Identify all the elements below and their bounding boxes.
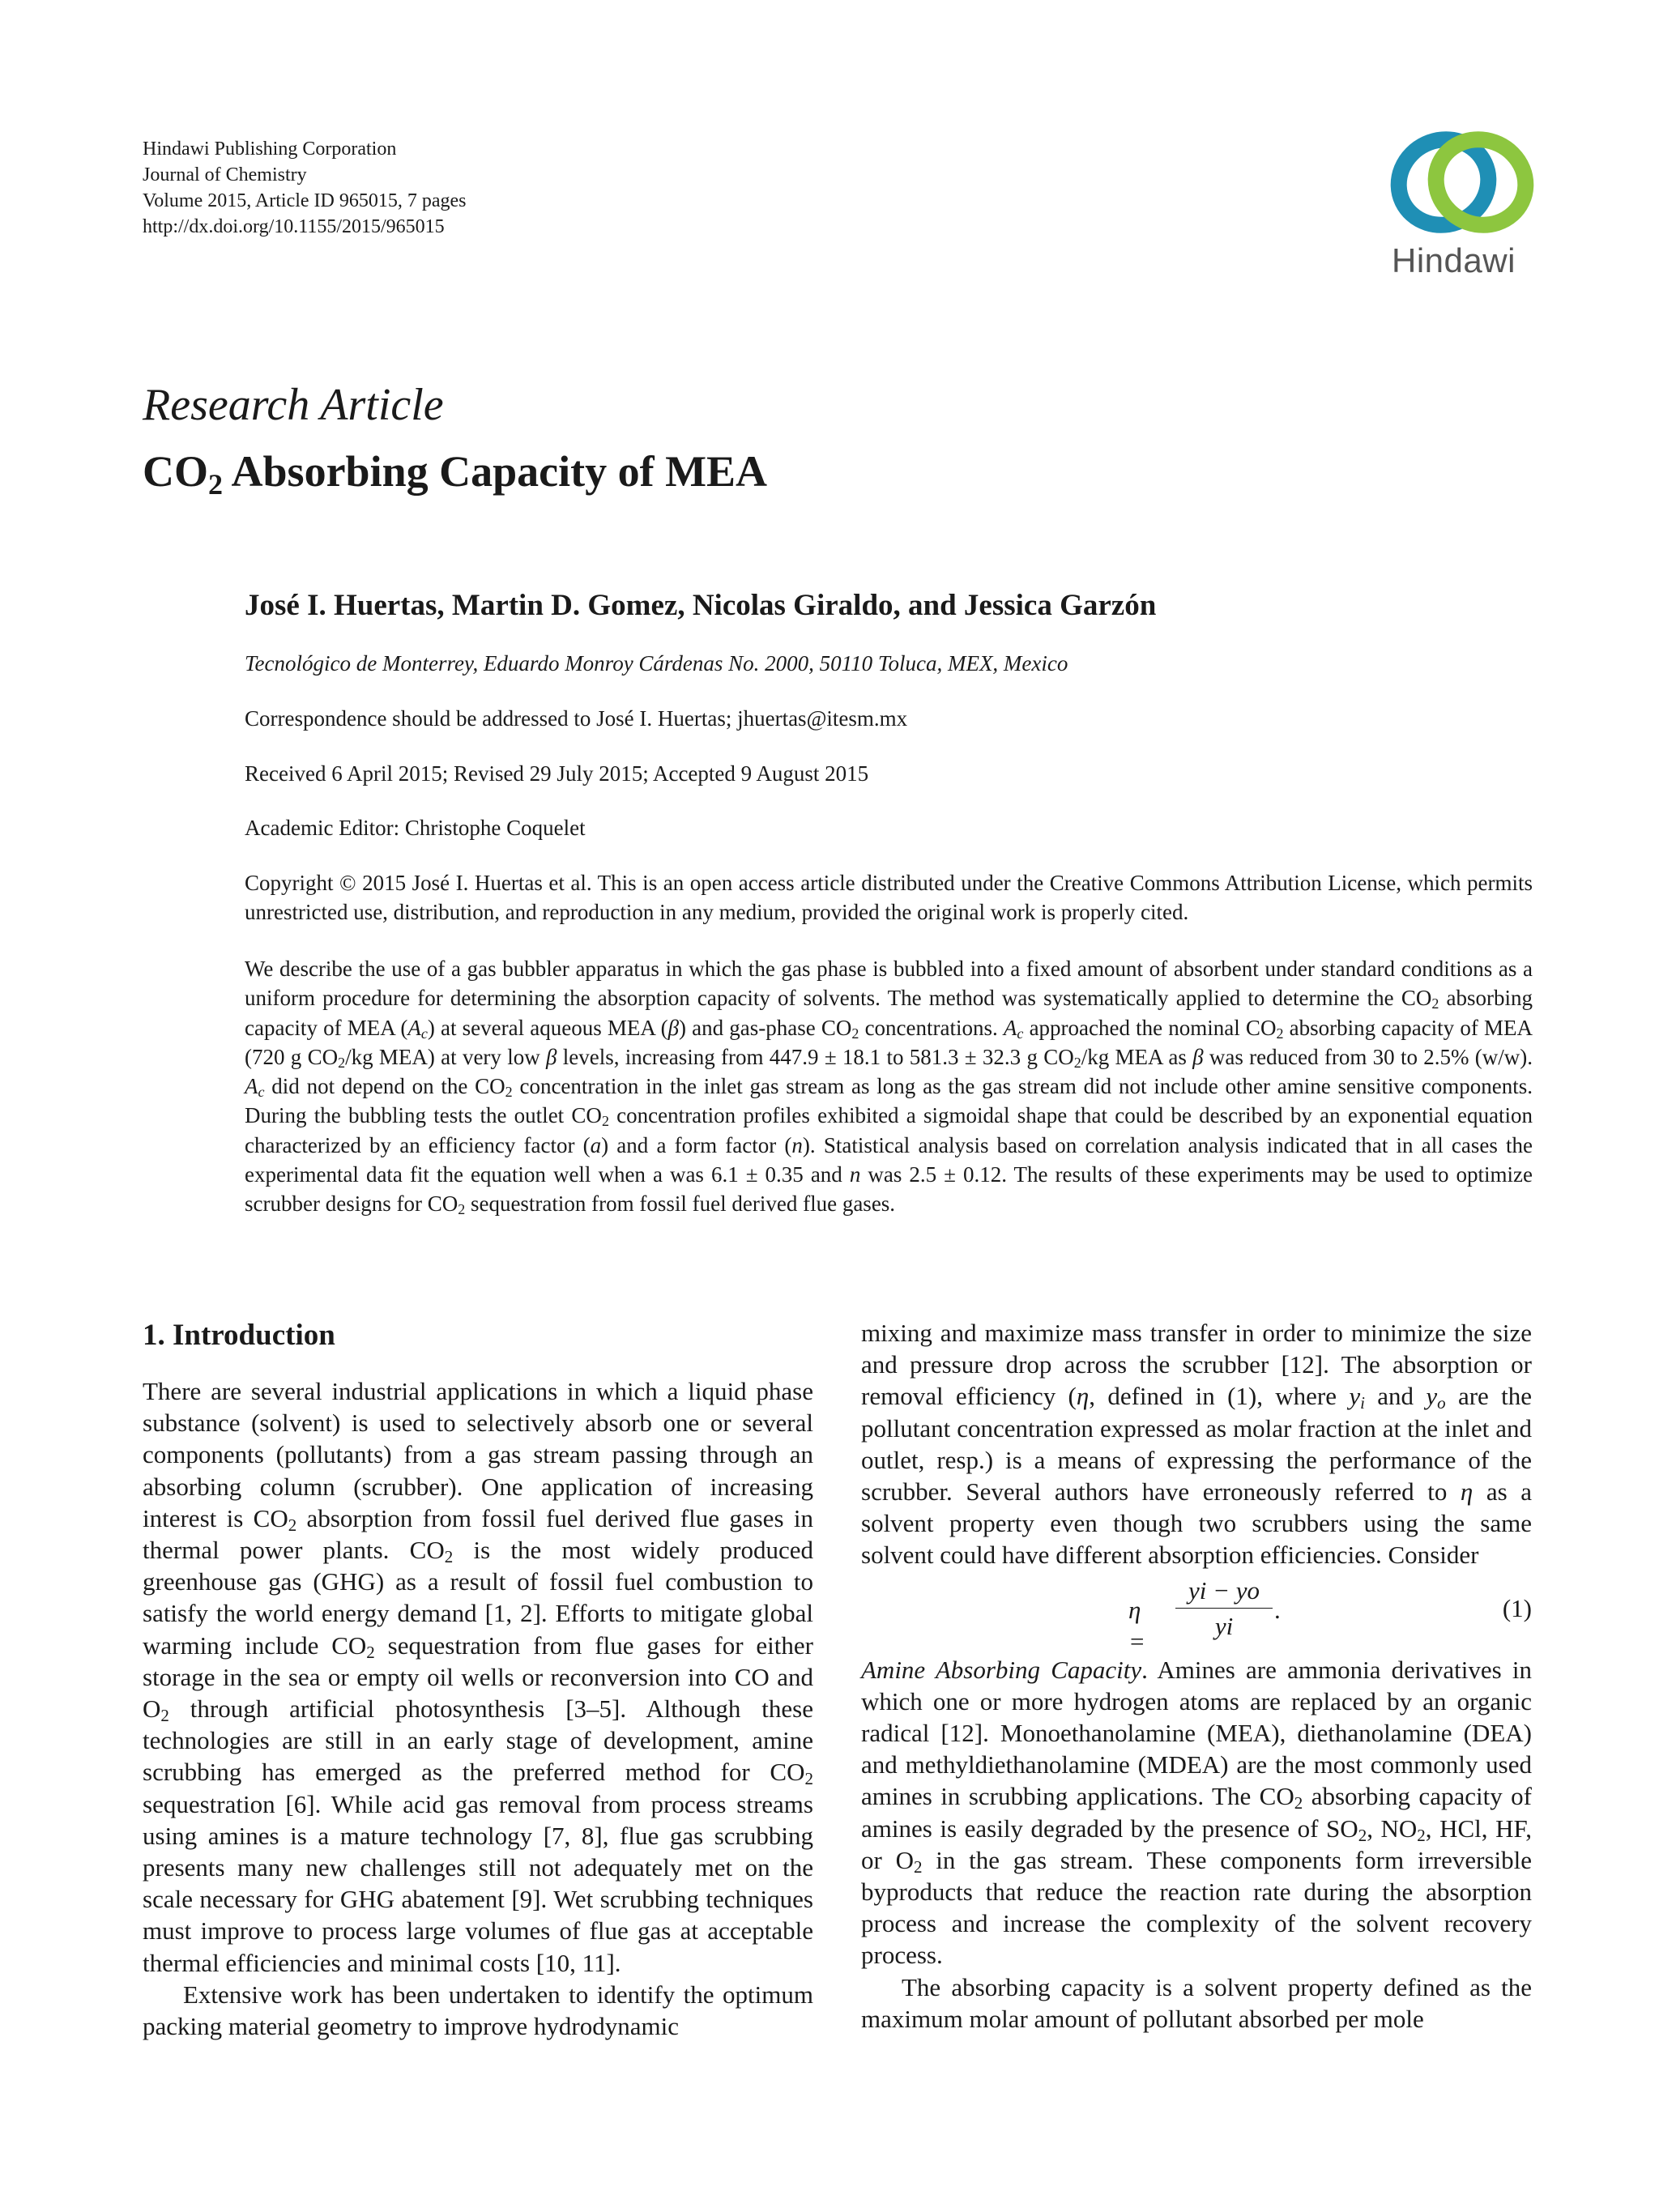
- equation-numerator: yi − yo: [1175, 1575, 1273, 1609]
- equation-1: [861, 1573, 1532, 1656]
- article-type: Research Article: [143, 380, 444, 430]
- academic-editor: Academic Editor: Christophe Coquelet: [245, 816, 586, 840]
- title-post: Absorbing Capacity of MEA: [223, 447, 768, 496]
- abstract: We describe the use of a gas bubbler apparatus in which the gas phase is bubbled into a fixed amount of absorbent under standard conditions as a uniform procedure for determining the absorption capacity of solvents. The method was systematically applied to determine the $CO_2$ absorbing capacity of MEA $(A_c)$ at several aqueous MEA (β) and gas-phase $CO_2$ concentrations. $A_c$ approached the nominal $CO_2$ absorbing capacity of MEA (720 g $CO_2/kg$ MEA) at very low β levels, increasing from 447.9 ± 18.1 to 581.3 ± 32.3 g $CO_2/kg$ MEA as β was reduced from 30 to 2.5% (w/w). $A_c$ did not depend on the $CO_2$ concentration in the inlet gas stream as long as the gas stream did not include other amine sensitive components. During the bubbling tests the outlet $CO_2$ concentration profiles exhibited a sigmoidal shape that could be described by an exponential equation characterized by an efficiency factor (a) and a form factor (n). Statistical analysis based on correlation analysis indicated that in all cases the experimental data fit the equation well when a was 6.1 ± 0.35 and n was 2.5 ± 0.12. The results of these experiments may be used to optimize scrubber designs for $CO_2$ sequestration from fossil fuel derived flue gases.: [245, 957, 1533, 1218]
- journal-header: [143, 136, 467, 240]
- column-left: [143, 1317, 813, 2042]
- journal-name: Journal of Chemistry: [143, 164, 307, 185]
- publication-dates: Received 6 April 2015; Revised 29 July 2015; Accepted 9 August 2015: [245, 761, 869, 786]
- title-pre: CO: [143, 447, 208, 496]
- section-heading: 1. Introduction: [143, 1319, 335, 1352]
- amine-paragraph: Amine Absorbing Capacity. Amines are ammonia derivatives in which one or more hydrogen atoms are replaced by an organic radical [12]. Monoethanolamine (MEA), diethanolamine (DEA) and methyldiethanolamine (MDEA) are the most commonly used amines in scrubbing applications. The $CO_2$ absorbing capacity of amines is easily degraded by the presence of $SO_2$, $NO_2$, HCl, HF, or $O_2$ in the gas stream. These components form irreversible byproducts that reduce the reaction rate during the absorption process and increase the complexity of the solvent recovery process.: [861, 1655, 1532, 1970]
- equation-lhs: η =: [1128, 1595, 1145, 1656]
- capacity-paragraph: The absorbing capacity is a solvent property defined as the maximum molar amount of pollutant absorbed per mole: [861, 1972, 1532, 2033]
- equation-period: .: [1274, 1595, 1281, 1624]
- logo-text: Hindawi: [1392, 241, 1516, 279]
- intro-paragraph-1: There are several industrial applications in which a liquid phase substance (solvent) is used to selectively absorb one or several components (pollutants) from a gas stream passing through an absorbing column (scrubber). One application of increasing interest is $CO_2$ absorption from fossil fuel derived flue gases in thermal power plants. $CO_2$ is the most widely produced greenhouse gas (GHG) as a result of fossil fuel combustion to satisfy the world energy demand [1, 2]. Efforts to mitigate global warming include $CO_2$ sequestration from flue gases for either storage in the sea or empty oil wells or reconversion into CO and $O_2$ through artificial photosynthesis [3–5]. Although these technologies are still in an early stage of development, amine scrubbing has emerged as the preferred method for $CO_2$ sequestration [6]. While acid gas removal from process streams using amines is a mature technology [7, 8], flue gas scrubbing presents many new challenges still not adequately met on the scale necessary for GHG abatement [9]. Wet scrubbing techniques must improve to process large volumes of flue gas at acceptable thermal efficiencies and minimal costs [10, 11].: [143, 1377, 813, 1977]
- doi-link[interactable]: http://dx.doi.org/10.1155/2015/965015: [143, 216, 445, 237]
- equation-fraction: [1175, 1575, 1273, 1642]
- publisher: Hindawi Publishing Corporation: [143, 139, 397, 160]
- equation-number: (1): [1502, 1593, 1532, 1622]
- intro-paragraph-2: Extensive work has been undertaken to identify the optimum packing material geometry to improve hydrodynamic: [143, 1980, 813, 2041]
- subsection-heading: Amine Absorbing Capacity: [861, 1655, 1142, 1684]
- equation-denominator: yi: [1214, 1611, 1234, 1640]
- affiliation: Tecnológico de Monterrey, Eduardo Monroy Cárdenas No. 2000, 50110 Toluca, MEX, Mexico: [245, 651, 1068, 676]
- volume-info: Volume 2015, Article ID 965015, 7 pages: [143, 190, 467, 211]
- copyright-notice: Copyright © 2015 José I. Huertas et al. This is an open access article distributed under the Creative Commons Attribution License, which permits unrestricted use, distribution, and reproduction in any medium, provided the original work is properly cited.: [245, 871, 1533, 924]
- title-sub: 2: [208, 468, 223, 501]
- page-title: [143, 444, 767, 512]
- correspondence: Correspondence should be addressed to José I. Huertas; jhuertas@itesm.mx: [245, 706, 908, 731]
- authors: José I. Huertas, Martin D. Gomez, Nicolas Giraldo, and Jessica Garzón: [245, 589, 1157, 622]
- column-right: [861, 1317, 1532, 2035]
- efficiency-paragraph: mixing and maximize mass transfer in order to minimize the size and pressure drop across the scrubber [12]. The absorption or removal efficiency (η, defined in (1), where $y_i$ and $y_o$ are the pollutant concentration expressed as molar fraction at the inlet and outlet, resp.) is a means of expressing the performance of the scrubber. Several authors have erroneously referred to η as a solvent property even though two scrubbers using the same solvent could have different absorption efficiencies. Consider: [861, 1319, 1532, 1570]
